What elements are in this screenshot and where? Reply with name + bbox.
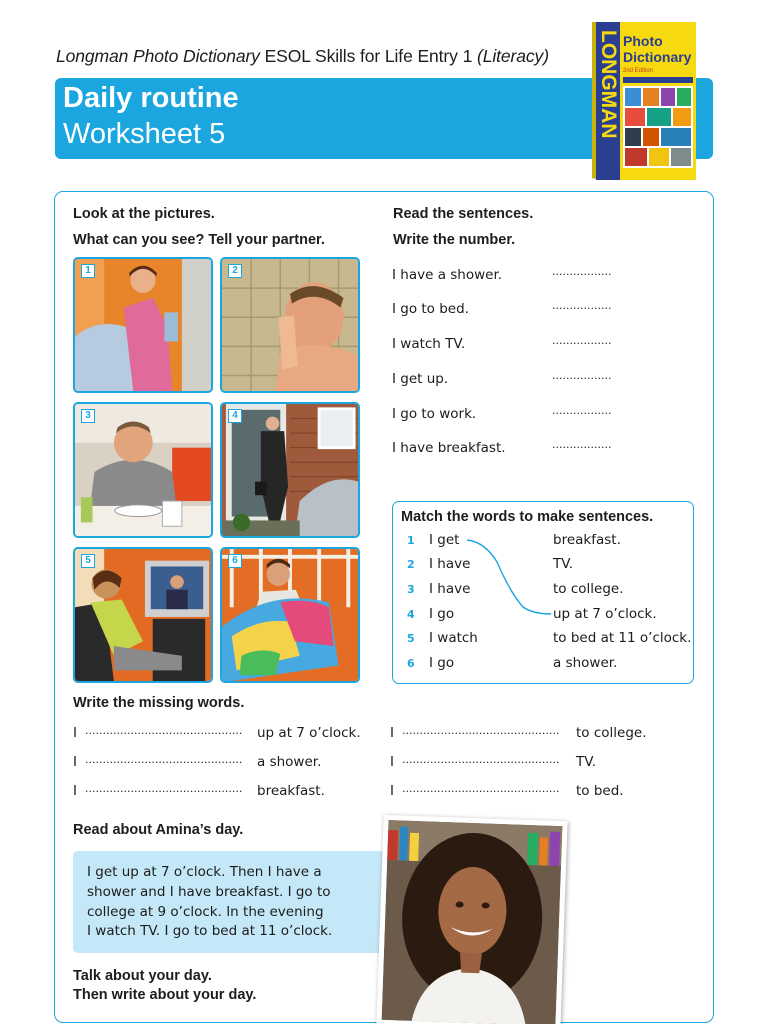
missing-blank[interactable]: .............................................	[85, 782, 243, 795]
amina-line: shower and I have breakfast. I go to	[87, 883, 331, 900]
sentences-instruction-2: Write the number.	[393, 232, 516, 248]
subtitle-paren: (Literacy)	[476, 46, 549, 66]
number-blank[interactable]: .................	[552, 265, 612, 278]
missing-blank[interactable]: .............................................	[85, 753, 243, 766]
amina-instruction: Read about Amina’s day.	[73, 822, 244, 838]
number-blank[interactable]: .................	[552, 369, 612, 382]
missing-ending: breakfast.	[257, 783, 325, 799]
photo-number-2: 2	[228, 264, 242, 278]
match-right[interactable]: to college.	[553, 581, 624, 597]
missing-ending: a shower.	[257, 754, 322, 770]
amina-photo	[376, 815, 567, 1024]
missing-blank[interactable]: .............................................	[402, 782, 560, 795]
match-instruction: Match the words to make sentences.	[401, 509, 654, 525]
match-right[interactable]: to bed at 11 o’clock.	[553, 630, 692, 646]
book-cover-image	[592, 22, 696, 180]
match-left[interactable]: I have	[429, 581, 471, 597]
match-left[interactable]: I get	[429, 532, 460, 548]
sentence-row	[392, 336, 622, 356]
sentence-row	[392, 267, 622, 287]
missing-ending: to bed.	[576, 783, 624, 799]
photo-number-5: 5	[81, 554, 95, 568]
missing-instruction: Write the missing words.	[73, 695, 245, 711]
match-panel	[392, 501, 694, 684]
photo-have-breakfast	[73, 402, 213, 538]
series-subtitle	[56, 46, 549, 67]
missing-pronoun: I	[73, 754, 77, 770]
sentences-instruction-1: Read the sentences.	[393, 206, 534, 222]
photo-go-to-bed	[220, 547, 360, 683]
sentence-text: I watch TV.	[392, 336, 466, 352]
match-left[interactable]: I watch	[429, 630, 478, 646]
missing-ending: up at 7 o’clock.	[257, 725, 361, 741]
match-left[interactable]: I have	[429, 556, 471, 572]
missing-pronoun: I	[390, 754, 394, 770]
photo-go-to-work	[220, 402, 360, 538]
worksheet-label: Worksheet 5	[63, 118, 226, 150]
missing-row	[390, 725, 690, 745]
match-row	[393, 655, 693, 675]
missing-pronoun: I	[73, 783, 77, 799]
match-row	[393, 630, 693, 650]
photo-get-up	[73, 257, 213, 393]
photo-number-3: 3	[81, 409, 95, 423]
missing-blank[interactable]: .............................................	[85, 724, 243, 737]
photo-have-shower	[220, 257, 360, 393]
match-right[interactable]: a shower.	[553, 655, 618, 671]
match-row	[393, 581, 693, 601]
match-left[interactable]: I go	[429, 655, 455, 671]
number-blank[interactable]: .................	[552, 404, 612, 417]
match-number: 3	[407, 583, 415, 596]
page-title: Daily routine	[63, 82, 239, 114]
talk-instruction-2: Then write about your day.	[73, 987, 257, 1003]
match-row	[393, 532, 693, 552]
match-right[interactable]: up at 7 o’clock.	[553, 606, 657, 622]
photo-number-1: 1	[81, 264, 95, 278]
pictures-instruction-2: What can you see? Tell your partner.	[73, 232, 325, 248]
sentence-row	[392, 406, 622, 426]
number-blank[interactable]: .................	[552, 334, 612, 347]
missing-row	[390, 783, 690, 803]
match-number: 6	[407, 657, 415, 670]
match-number: 1	[407, 534, 415, 547]
number-blank[interactable]: .................	[552, 438, 612, 451]
match-right[interactable]: breakfast.	[553, 532, 621, 548]
match-number: 4	[407, 608, 415, 621]
missing-ending: TV.	[576, 754, 597, 770]
missing-ending: to college.	[576, 725, 647, 741]
missing-row	[73, 725, 373, 745]
amina-line: college at 9 o’clock. In the evening	[87, 903, 324, 920]
sentence-text: I have a shower.	[392, 267, 503, 283]
sentence-row	[392, 371, 622, 391]
match-row	[393, 606, 693, 626]
match-left[interactable]: I go	[429, 606, 455, 622]
amina-paragraph	[87, 863, 387, 942]
missing-pronoun: I	[73, 725, 77, 741]
pictures-instruction-1: Look at the pictures.	[73, 206, 215, 222]
sentence-row	[392, 301, 622, 321]
match-number: 5	[407, 632, 415, 645]
talk-instruction-1: Talk about your day.	[73, 968, 212, 984]
missing-row	[73, 783, 373, 803]
book-spine-text: LONGMAN	[597, 30, 620, 139]
missing-pronoun: I	[390, 783, 394, 799]
sentence-text: I get up.	[392, 371, 449, 387]
sentence-text: I have breakfast.	[392, 440, 506, 456]
amina-line: I watch TV. I go to bed at 11 o’clock.	[87, 923, 333, 940]
book-title-line1: Photo	[623, 33, 663, 49]
sentence-text: I go to work.	[392, 406, 477, 422]
book-edition: 2nd Edition	[623, 68, 654, 74]
sentence-text: I go to bed.	[392, 301, 469, 317]
missing-blank[interactable]: .............................................	[402, 753, 560, 766]
missing-row	[390, 754, 690, 774]
subtitle-italic: Longman Photo Dictionary	[56, 46, 260, 66]
photo-number-6: 6	[228, 554, 242, 568]
missing-row	[73, 754, 373, 774]
amina-text-box	[73, 851, 393, 953]
missing-blank[interactable]: .............................................	[402, 724, 560, 737]
number-blank[interactable]: .................	[552, 299, 612, 312]
book-title-line2: Dictionary	[623, 49, 692, 65]
match-number: 2	[407, 558, 415, 571]
photo-watch-tv	[73, 547, 213, 683]
photo-number-4: 4	[228, 409, 242, 423]
missing-pronoun: I	[390, 725, 394, 741]
subtitle-rest: ESOL Skills for Life Entry 1	[259, 46, 477, 66]
sentence-row	[392, 440, 622, 460]
match-right[interactable]: TV.	[553, 556, 574, 572]
amina-line: I get up at 7 o’clock. Then I have a	[87, 864, 322, 880]
match-row	[393, 556, 693, 576]
